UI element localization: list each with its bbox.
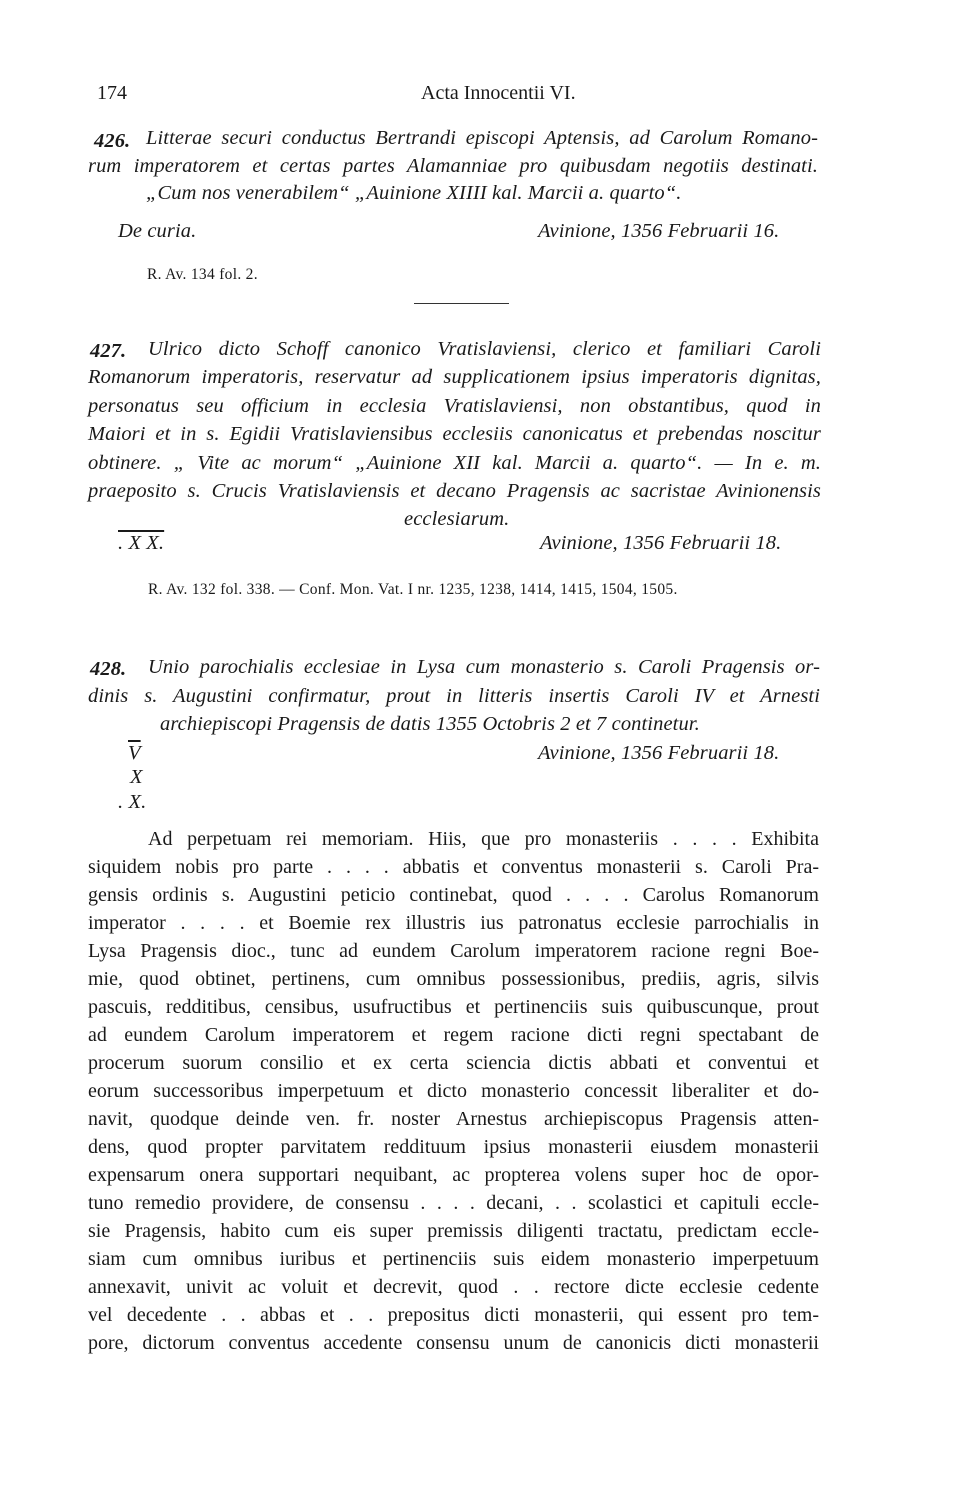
body-line: navit, quodque deinde ven. fr. noster Arnestus archiepiscopus Pragensis atten- xyxy=(88,1108,819,1130)
running-title: Acta Innocentii VI. xyxy=(421,82,576,104)
entry-date: Avinione, 1356 Februarii 18. xyxy=(540,532,782,554)
entry-place: De curia. xyxy=(118,220,197,242)
entry-mark: . X. xyxy=(118,791,147,813)
body-line: imperator . . . . et Boemie rex illustris ius patronatus ecclesie parrochialis in xyxy=(88,912,819,934)
entry-summary-line: personatus seu officium in ecclesia Vratislaviensi, non obstantibus, quod in xyxy=(88,395,821,417)
body-line: sie Pragensis, habito cum eis super premissis diligenti tractatu, predictam eccle- xyxy=(88,1220,819,1242)
body-line: pore, dictorum conventus accedente consensu unum de canonicis dicti monasterii xyxy=(88,1332,819,1354)
entry-summary-line: Litterae securi conductus Bertrandi episcopi Aptensis, ad Carolum Romano- xyxy=(146,127,818,149)
body-line: eorum successoribus imperpetuum et dicto monasterio concessit liberaliter et do- xyxy=(88,1080,819,1102)
page-number: 174 xyxy=(97,82,127,104)
entry-summary-line: obtinere. „ Vite ac morum“ „Auinione XII kal. Marcii a. quarto“. — In e. m. xyxy=(88,452,821,474)
body-line: pascuis, redditibus, censibus, usufructibus et pertinenciis suis quibuscunque, prout xyxy=(88,996,819,1018)
body-line: procerum suorum consilio et ex certa sciencia dictis abbati et conventui et xyxy=(88,1052,819,1074)
entry-date: Avinione, 1356 Februarii 16. xyxy=(538,220,780,242)
body-line: siam cum omnibus iuribus et pertinenciis suis eidem monasterio imperpetuum xyxy=(88,1248,819,1270)
entry-mark: X xyxy=(130,766,143,788)
entry-register: R. Av. 134 fol. 2. xyxy=(147,266,258,283)
entry-number: 428. xyxy=(90,658,127,680)
entry-summary-line: Ulrico dicto Schoff canonico Vratislaviensi, clerico et familiari Caroli xyxy=(148,338,821,360)
entry-summary-line: dinis s. Augustini confirmatur, prout in litteris insertis Caroli IV et Arnesti xyxy=(88,685,820,707)
entry-summary-line: Unio parochialis ecclesiae in Lysa cum monasterio s. Caroli Pragensis or- xyxy=(148,656,820,678)
body-line: expensarum onera supportari nequibant, ac propterea volens super hoc de opor- xyxy=(88,1164,819,1186)
entry-summary-line: archiepiscopi Pragensis de datis 1355 Octobris 2 et 7 continetur. xyxy=(160,713,700,735)
body-line: mie, quod obtinet, pertinens, cum omnibus possessionibus, prediis, agris, silvis xyxy=(88,968,819,990)
body-line: annexavit, univit ac voluit et decrevit, quod . . rectore dicte ecclesie cedente xyxy=(88,1276,819,1298)
entry-number: 426. xyxy=(94,130,131,152)
body-line: siquidem nobis pro parte . . . . abbatis et conventus monasterii s. Caroli Pra- xyxy=(88,856,819,878)
body-line: vel decedente . . abbas et . . prepositus dicti monasterii, qui essent pro tem- xyxy=(88,1304,819,1326)
body-line: tuno remedio providere, de consensu . . . . decani, . . scolastici et capituli eccle- xyxy=(88,1192,819,1214)
body-line: dens, quod propter parvitatem reddituum ipsius monasterii eiusdem monasterii xyxy=(88,1136,819,1158)
body-line: Lysa Pragensis dioc., tunc ad eundem Carolum imperatorem racione regni Boe- xyxy=(88,940,819,962)
entry-summary-line: rum imperatorem et certas partes Alamanniae pro quibusdam negotiis destinati. xyxy=(88,155,818,177)
entry-summary-line: Maiori et in s. Egidii Vratislaviensibus ecclesiis canonicatus et prebendas noscitur xyxy=(88,423,821,445)
entry-summary-line: praeposito s. Crucis Vratislaviensis et decano Pragensis ac sacristae Avinionensis xyxy=(88,480,821,502)
body-line: ad eundem Carolum imperatorem et regem racione dicti regni spectabant de xyxy=(88,1024,819,1046)
body-line: gensis ordinis s. Augustini peticio continebat, quod . . . . Carolus Romanorum xyxy=(88,884,819,906)
entry-mark-text: . X X. xyxy=(118,532,165,554)
entry-number: 427. xyxy=(90,340,127,362)
entry-date: Avinione, 1356 Februarii 18. xyxy=(538,742,780,764)
section-divider xyxy=(414,303,509,304)
entry-incipit: „Cum nos venerabilem“ „Auinione XIIII kal. Marcii a. quarto“. xyxy=(146,182,682,204)
entry-mark xyxy=(118,532,164,555)
entry-summary-line: ecclesiarum. xyxy=(404,508,510,530)
body-line: Ad perpetuam rei memoriam. Hiis, que pro monasteriis . . . . Exhibita xyxy=(148,828,819,850)
entry-mark: $\overline{V}$ xyxy=(128,742,141,764)
entry-summary-line: Romanorum imperatoris, reservatur ad supplicationem ipsius imperatoris dignitas, xyxy=(88,366,821,388)
entry-register: R. Av. 132 fol. 338. — Conf. Mon. Vat. I nr. 1235, 1238, 1414, 1415, 1504, 1505. xyxy=(148,581,678,598)
